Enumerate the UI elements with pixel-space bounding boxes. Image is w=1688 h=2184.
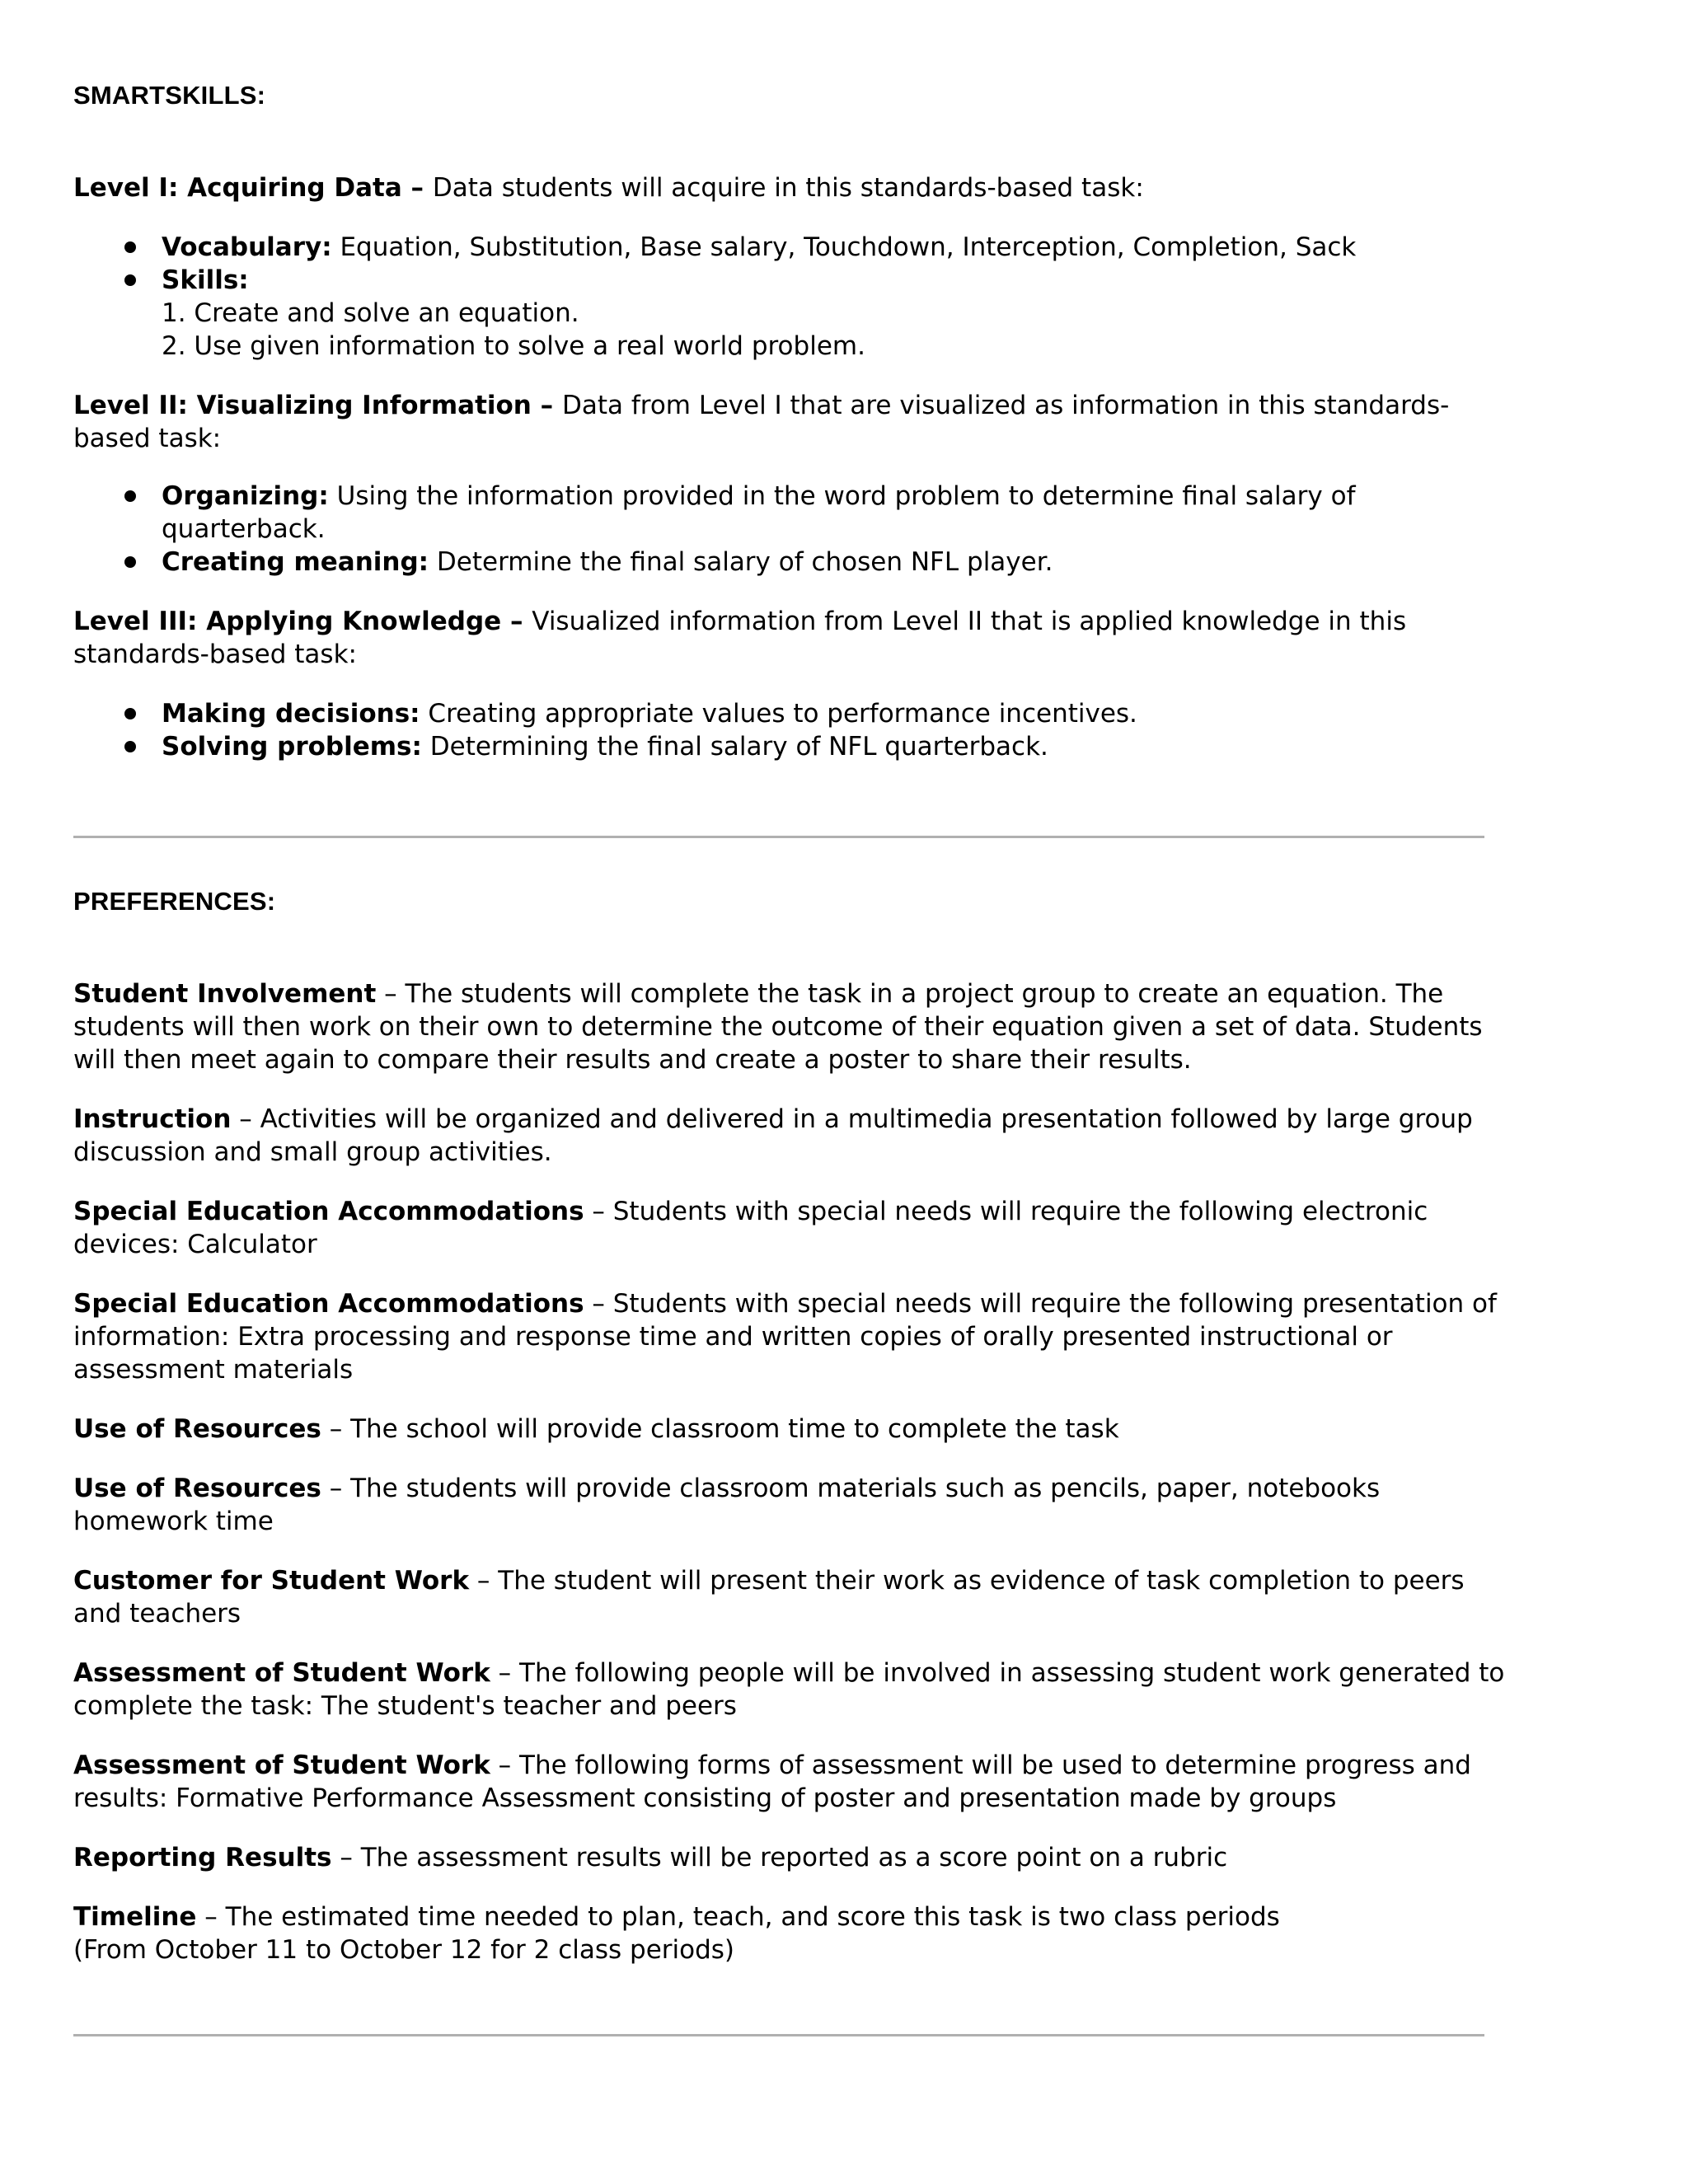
level2-list xyxy=(73,480,1516,579)
pref-sped-presentation xyxy=(73,1287,1516,1386)
pref-reporting xyxy=(73,1841,1516,1874)
bullet-icon xyxy=(124,241,136,253)
level3-paragraph xyxy=(73,605,1516,671)
pref-label: Student Involvement xyxy=(73,979,377,1009)
horizontal-divider xyxy=(73,836,1484,838)
bullet-icon xyxy=(124,708,136,719)
pref-resources-students xyxy=(73,1472,1516,1538)
pref-customer xyxy=(73,1564,1516,1630)
preferences-heading: PREFERENCES: xyxy=(73,887,276,916)
list-item-solving-problems xyxy=(73,730,1516,763)
timeline-note: (From October 11 to October 12 for 2 class periods) xyxy=(73,1935,735,1965)
pref-text: – The estimated time needed to plan, teach, and score this task is two class periods xyxy=(196,1902,1280,1932)
pref-label: Use of Resources xyxy=(73,1414,321,1444)
list-item-creating-meaning xyxy=(73,546,1516,579)
skill-item: 1. Create and solve an equation. xyxy=(162,298,579,328)
level1-list xyxy=(73,231,1516,363)
bullet-icon xyxy=(124,741,136,752)
skills-list xyxy=(162,297,1516,363)
creating-meaning-text: Determine the final salary of chosen NFL player. xyxy=(429,547,1053,577)
pref-text: – The student will present their work as evidence of task completion to peers and teachers xyxy=(73,1566,1465,1629)
pref-sped-devices xyxy=(73,1195,1516,1261)
pref-text: – Students with special needs will require the following presentation of information: Extra processing and response time and written copies of orally presented instructional or assessment materials xyxy=(73,1289,1497,1385)
pref-instruction xyxy=(73,1103,1516,1169)
pref-label: Special Education Accommodations xyxy=(73,1197,584,1226)
pref-resources-school xyxy=(73,1413,1516,1446)
organizing-text: Using the information provided in the word problem to determine final salary of quarterback. xyxy=(162,481,1356,544)
level3-text: Visualized information from Level II that is applied knowledge in this standards-based task: xyxy=(73,607,1407,669)
vocabulary-label: Vocabulary: xyxy=(162,232,332,262)
pref-label: Reporting Results xyxy=(73,1843,332,1872)
level1-title: Level I: Acquiring Data xyxy=(73,173,402,203)
level3-list xyxy=(73,697,1516,763)
level2-text: Data from Level I that are visualized as information in this standards-based task: xyxy=(73,391,1450,453)
level2-paragraph xyxy=(73,389,1516,455)
making-decisions-label: Making decisions: xyxy=(162,699,420,729)
level3-title: Level III: Applying Knowledge xyxy=(73,607,502,636)
list-item-making-decisions xyxy=(73,697,1516,730)
level1-text: Data students will acquire in this standards-based task: xyxy=(432,173,1144,203)
pref-student-involvement xyxy=(73,977,1516,1076)
creating-meaning-label: Creating meaning: xyxy=(162,547,429,577)
bullet-icon xyxy=(124,274,136,286)
solving-problems-text: Determining the final salary of NFL quarterback. xyxy=(421,732,1048,762)
pref-text: – The following people will be involved in assessing student work generated to complete the task: The student's teacher and peers xyxy=(73,1658,1505,1721)
list-item-skills xyxy=(73,264,1516,363)
list-item-vocabulary xyxy=(73,231,1516,264)
horizontal-divider xyxy=(73,2034,1484,2036)
skills-label: Skills: xyxy=(162,265,249,295)
pref-text: – The students will provide classroom materials such as pencils, paper, notebooks homework time xyxy=(73,1474,1381,1536)
pref-label: Assessment of Student Work xyxy=(73,1750,490,1780)
pref-text: – The assessment results will be reported as a score point on a rubric xyxy=(331,1843,1228,1872)
pref-label: Instruction xyxy=(73,1104,232,1134)
pref-text: – The students will complete the task in a project group to create an equation. The students will then work on their own to determine the outcome of their equation given a set of data. Students will then meet again to compare their results and create a poster to share their results. xyxy=(73,979,1483,1075)
smartskills-heading: SMARTSKILLS: xyxy=(73,81,266,110)
solving-problems-label: Solving problems: xyxy=(162,732,422,762)
organizing-label: Organizing: xyxy=(162,481,329,511)
pref-text: – Students with special needs will require the following electronic devices: Calculator xyxy=(73,1197,1428,1259)
list-item-organizing xyxy=(73,480,1516,546)
pref-timeline xyxy=(73,1900,1516,1966)
pref-text: – The following forms of assessment will be used to determine progress and results: Formative Performance Assessment consisting of poster and presentation made by groups xyxy=(73,1750,1471,1813)
making-decisions-text: Creating appropriate values to performance incentives. xyxy=(420,699,1137,729)
level2-title: Level II: Visualizing Information xyxy=(73,391,532,420)
bullet-icon xyxy=(124,490,136,502)
pref-label: Assessment of Student Work xyxy=(73,1658,490,1688)
pref-label: Customer for Student Work xyxy=(73,1566,470,1596)
vocabulary-text: Equation, Substitution, Base salary, Touchdown, Interception, Completion, Sack xyxy=(331,232,1357,262)
bullet-icon xyxy=(124,556,136,568)
level1-dash: – xyxy=(401,173,433,203)
skill-item: 2. Use given information to solve a real world problem. xyxy=(162,331,865,361)
level2-dash: – xyxy=(531,391,562,420)
pref-label: Special Education Accommodations xyxy=(73,1289,584,1319)
pref-text: – Activities will be organized and delivered in a multimedia presentation followed by large group discussion and small group activities. xyxy=(73,1104,1473,1167)
pref-label: Use of Resources xyxy=(73,1474,321,1503)
pref-assessment-people xyxy=(73,1657,1516,1722)
level3-dash: – xyxy=(501,607,532,636)
level1-paragraph xyxy=(73,171,1516,204)
pref-label: Timeline xyxy=(73,1902,197,1932)
pref-text: – The school will provide classroom time to complete the task xyxy=(321,1414,1119,1444)
pref-assessment-forms xyxy=(73,1749,1516,1815)
